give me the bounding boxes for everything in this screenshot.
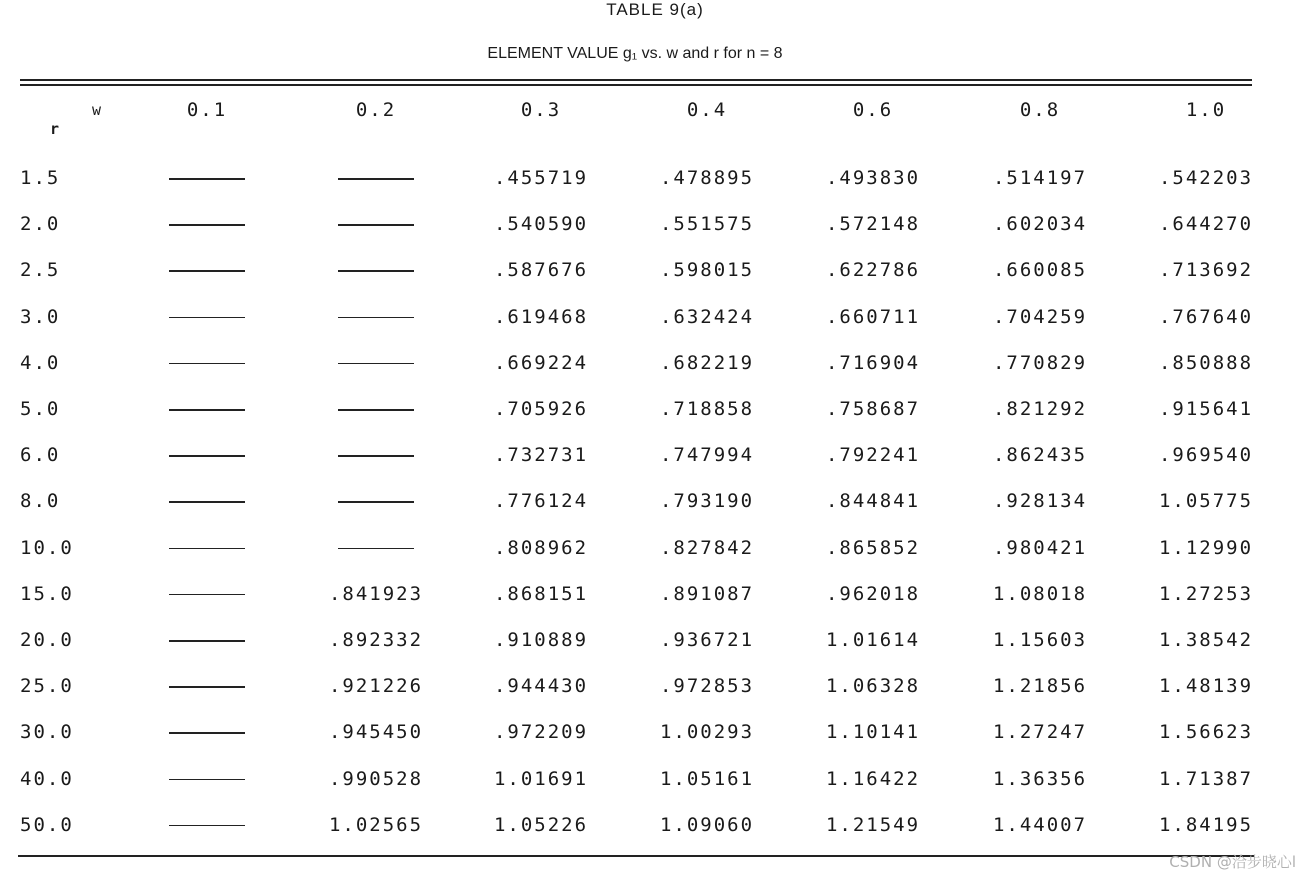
table-cell: .622786 bbox=[825, 259, 921, 282]
empty-cell-dash bbox=[338, 455, 414, 457]
table-row bbox=[0, 444, 1310, 468]
table-cell: .990528 bbox=[328, 767, 424, 790]
table-cell: .587676 bbox=[493, 259, 589, 282]
row-label: 2.5 bbox=[20, 259, 61, 282]
table-cell: .928134 bbox=[992, 490, 1088, 513]
table-row bbox=[0, 490, 1310, 514]
table-cell: 1.01614 bbox=[825, 629, 921, 651]
column-header: 0.8 bbox=[1019, 99, 1061, 121]
table-row bbox=[0, 675, 1310, 699]
table-row bbox=[0, 721, 1310, 745]
row-label: 2.0 bbox=[20, 213, 61, 236]
column-header: 0.1 bbox=[186, 99, 228, 121]
empty-cell-dash bbox=[169, 640, 245, 642]
table-title: TABLE 9(a) bbox=[606, 0, 704, 19]
column-header: 0.6 bbox=[852, 99, 894, 121]
row-label: 20.0 bbox=[20, 629, 74, 651]
table-cell: .718858 bbox=[659, 398, 755, 420]
table-cell: 1.16422 bbox=[825, 767, 921, 790]
table-row bbox=[0, 768, 1310, 792]
table-cell: .891087 bbox=[659, 582, 755, 605]
table-cell: 1.36356 bbox=[992, 767, 1088, 790]
table-cell: 1.06328 bbox=[825, 675, 921, 698]
table-cell: .747994 bbox=[659, 444, 755, 467]
table-cell: 1.09060 bbox=[659, 813, 755, 836]
table-row bbox=[0, 814, 1310, 838]
table-cell: .767640 bbox=[1158, 305, 1254, 328]
row-label: 8.0 bbox=[20, 490, 61, 513]
table-cell: 1.12990 bbox=[1158, 536, 1254, 559]
table-cell: .682219 bbox=[659, 351, 755, 374]
table-cell: .944430 bbox=[493, 675, 589, 698]
table-row bbox=[0, 213, 1310, 237]
table-cell: 1.27247 bbox=[992, 721, 1088, 744]
table-cell: 1.15603 bbox=[992, 629, 1088, 651]
table-cell: .644270 bbox=[1158, 213, 1254, 236]
bottom-rule bbox=[18, 855, 1254, 857]
table-row bbox=[0, 629, 1310, 653]
table-cell: .704259 bbox=[992, 305, 1088, 328]
table-cell: .972209 bbox=[493, 721, 589, 744]
empty-cell-dash bbox=[169, 548, 245, 550]
empty-cell-dash bbox=[169, 224, 245, 226]
empty-cell-dash bbox=[338, 178, 414, 180]
table-cell: .598015 bbox=[659, 259, 755, 282]
table-cell: .910889 bbox=[493, 629, 589, 651]
table-cell: .669224 bbox=[493, 351, 589, 374]
row-label: 30.0 bbox=[20, 721, 74, 744]
column-axis-label: w bbox=[92, 101, 102, 119]
empty-cell-dash bbox=[338, 363, 414, 365]
empty-cell-dash bbox=[169, 594, 245, 596]
table-cell: .808962 bbox=[493, 536, 589, 559]
table-cell: .980421 bbox=[992, 536, 1088, 559]
table-cell: .892332 bbox=[328, 629, 424, 651]
table-cell: .602034 bbox=[992, 213, 1088, 236]
table-cell: 1.38542 bbox=[1158, 629, 1254, 651]
row-label: 3.0 bbox=[20, 305, 61, 328]
empty-cell-dash bbox=[338, 270, 414, 272]
table-row bbox=[0, 398, 1310, 422]
empty-cell-dash bbox=[338, 317, 414, 319]
empty-cell-dash bbox=[169, 501, 245, 503]
table-cell: 1.10141 bbox=[825, 721, 921, 744]
table-cell: 1.01691 bbox=[493, 767, 589, 790]
empty-cell-dash bbox=[169, 178, 245, 180]
table-cell: .758687 bbox=[825, 398, 921, 420]
empty-cell-dash bbox=[169, 686, 245, 688]
table-cell: .551575 bbox=[659, 213, 755, 236]
row-label: 5.0 bbox=[20, 398, 61, 420]
table-cell: .705926 bbox=[493, 398, 589, 420]
row-axis-label: r bbox=[50, 120, 60, 138]
table-cell: .716904 bbox=[825, 351, 921, 374]
table-cell: .821292 bbox=[992, 398, 1088, 420]
table-cell: .572148 bbox=[825, 213, 921, 236]
row-label: 25.0 bbox=[20, 675, 74, 698]
table-cell: 1.08018 bbox=[992, 582, 1088, 605]
table-cell: 1.02565 bbox=[328, 813, 424, 836]
table-cell: .850888 bbox=[1158, 351, 1254, 374]
empty-cell-dash bbox=[169, 455, 245, 457]
row-label: 1.5 bbox=[20, 167, 61, 189]
table-cell: .841923 bbox=[328, 582, 424, 605]
table-cell: .732731 bbox=[493, 444, 589, 467]
row-label: 4.0 bbox=[20, 351, 61, 374]
table-cell: .844841 bbox=[825, 490, 921, 513]
table-cell: 1.21549 bbox=[825, 813, 921, 836]
empty-cell-dash bbox=[169, 363, 245, 365]
table-cell: .962018 bbox=[825, 582, 921, 605]
table-cell: 1.44007 bbox=[992, 813, 1088, 836]
table-cell: .478895 bbox=[659, 167, 755, 189]
empty-cell-dash bbox=[169, 270, 245, 272]
table-row bbox=[0, 537, 1310, 561]
row-label: 50.0 bbox=[20, 813, 74, 836]
table-row bbox=[0, 259, 1310, 283]
empty-cell-dash bbox=[338, 501, 414, 503]
table-cell: .542203 bbox=[1158, 167, 1254, 189]
table-cell: .514197 bbox=[992, 167, 1088, 189]
table-row bbox=[0, 167, 1310, 191]
table-cell: .921226 bbox=[328, 675, 424, 698]
empty-cell-dash bbox=[338, 548, 414, 550]
table-cell: .915641 bbox=[1158, 398, 1254, 420]
table-cell: 1.56623 bbox=[1158, 721, 1254, 744]
empty-cell-dash bbox=[169, 825, 245, 827]
empty-cell-dash bbox=[169, 779, 245, 781]
column-header: 0.4 bbox=[686, 99, 728, 121]
table-cell: .827842 bbox=[659, 536, 755, 559]
table-cell: .632424 bbox=[659, 305, 755, 328]
table-cell: .868151 bbox=[493, 582, 589, 605]
empty-cell-dash bbox=[169, 317, 245, 319]
table-cell: .945450 bbox=[328, 721, 424, 744]
table-cell: .770829 bbox=[992, 351, 1088, 374]
table-cell: .936721 bbox=[659, 629, 755, 651]
table-cell: 1.05226 bbox=[493, 813, 589, 836]
empty-cell-dash bbox=[338, 409, 414, 411]
table-cell: .972853 bbox=[659, 675, 755, 698]
empty-cell-dash bbox=[169, 732, 245, 734]
table-cell: 1.48139 bbox=[1158, 675, 1254, 698]
row-label: 10.0 bbox=[20, 536, 74, 559]
table-cell: .793190 bbox=[659, 490, 755, 513]
table-cell: 1.71387 bbox=[1158, 767, 1254, 790]
table-subtitle: ELEMENT VALUE g₁ vs. w and r for n = 8 bbox=[487, 45, 783, 62]
table-cell: .455719 bbox=[493, 167, 589, 189]
row-label: 40.0 bbox=[20, 767, 74, 790]
table-cell: 1.27253 bbox=[1158, 582, 1254, 605]
row-label: 6.0 bbox=[20, 444, 61, 467]
table-cell: .713692 bbox=[1158, 259, 1254, 282]
column-header: 0.3 bbox=[520, 99, 562, 121]
table-cell: .969540 bbox=[1158, 444, 1254, 467]
table-row bbox=[0, 306, 1310, 330]
table-cell: .619468 bbox=[493, 305, 589, 328]
top-rule-double bbox=[20, 84, 1252, 86]
table-cell: .862435 bbox=[992, 444, 1088, 467]
table-cell: .865852 bbox=[825, 536, 921, 559]
table-cell: .792241 bbox=[825, 444, 921, 467]
empty-cell-dash bbox=[169, 409, 245, 411]
table-cell: .540590 bbox=[493, 213, 589, 236]
table-cell: 1.05775 bbox=[1158, 490, 1254, 513]
table-cell: .493830 bbox=[825, 167, 921, 189]
table-cell: .660711 bbox=[825, 305, 921, 328]
table-cell: 1.05161 bbox=[659, 767, 755, 790]
watermark: CSDN @洽步晓心l bbox=[1169, 853, 1296, 871]
row-label: 15.0 bbox=[20, 582, 74, 605]
top-rule bbox=[20, 79, 1252, 81]
table-cell: 1.84195 bbox=[1158, 813, 1254, 836]
column-header: 0.2 bbox=[355, 99, 397, 121]
table-row bbox=[0, 352, 1310, 376]
column-header: 1.0 bbox=[1185, 99, 1227, 121]
table-cell: .660085 bbox=[992, 259, 1088, 282]
empty-cell-dash bbox=[338, 224, 414, 226]
table-row bbox=[0, 583, 1310, 607]
table-cell: 1.21856 bbox=[992, 675, 1088, 698]
table-cell: 1.00293 bbox=[659, 721, 755, 744]
table-cell: .776124 bbox=[493, 490, 589, 513]
